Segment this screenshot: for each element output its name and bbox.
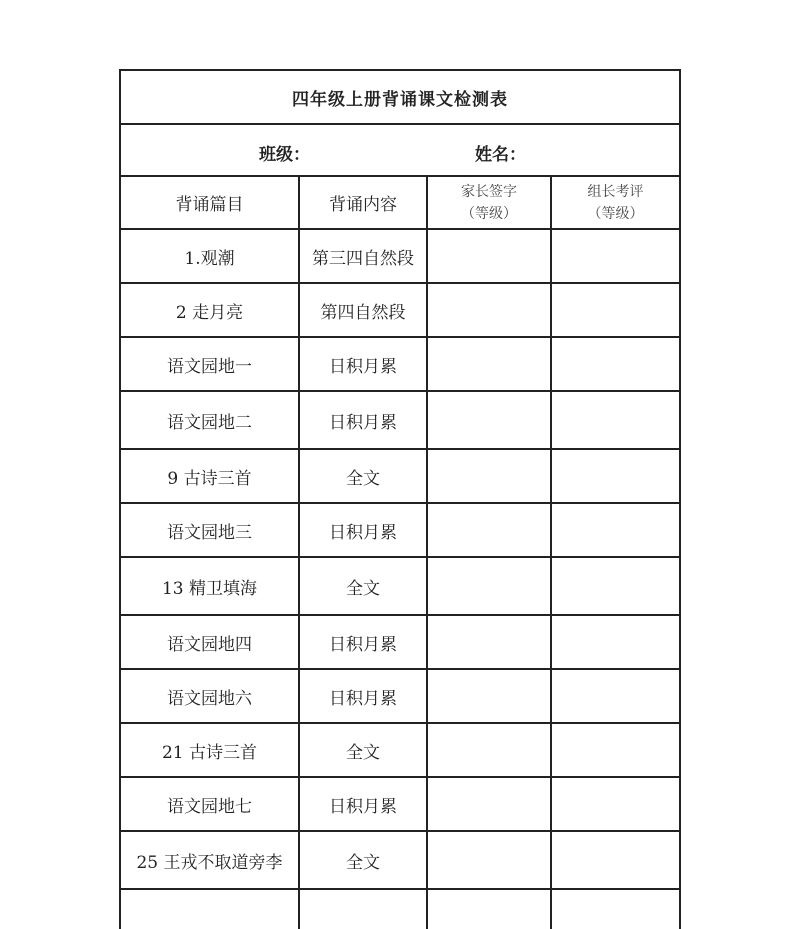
- row-content: 日积月累: [299, 669, 427, 723]
- row-item: 语文园地二: [121, 391, 299, 449]
- row-item: 1.观潮: [121, 229, 299, 283]
- table-row: [121, 831, 679, 889]
- leader-evaluation-cell[interactable]: [551, 337, 679, 391]
- row-item: 2 走月亮: [121, 283, 299, 337]
- table-row: [121, 723, 679, 777]
- row-content: 日积月累: [299, 337, 427, 391]
- leader-evaluation-cell[interactable]: [551, 777, 679, 831]
- row-item: 语文园地七: [121, 777, 299, 831]
- table-row: [121, 391, 679, 449]
- table-row: [121, 449, 679, 503]
- table-row: [121, 503, 679, 557]
- sheet-title: 四年级上册背诵课文检测表: [121, 71, 679, 125]
- parent-signature-cell[interactable]: [427, 615, 551, 669]
- header-parent-signature: [427, 177, 551, 229]
- parent-signature-cell[interactable]: [427, 831, 551, 889]
- header-leader-evaluation: [551, 177, 679, 229]
- info-row: [121, 125, 679, 177]
- parent-signature-cell[interactable]: [427, 723, 551, 777]
- row-content: 全文: [299, 831, 427, 889]
- row-content: 日积月累: [299, 503, 427, 557]
- parent-signature-cell[interactable]: [427, 777, 551, 831]
- row-content: 第三四自然段: [299, 229, 427, 283]
- parent-signature-cell[interactable]: [427, 337, 551, 391]
- row-item: [121, 889, 299, 929]
- leader-evaluation-cell[interactable]: [551, 557, 679, 615]
- row-item: 语文园地四: [121, 615, 299, 669]
- leader-evaluation-cell[interactable]: [551, 669, 679, 723]
- table-row: [121, 229, 679, 283]
- row-item: 语文园地三: [121, 503, 299, 557]
- row-item: 21 古诗三首: [121, 723, 299, 777]
- table-row: [121, 283, 679, 337]
- row-item: 25 王戎不取道旁李: [121, 831, 299, 889]
- parent-signature-cell[interactable]: [427, 889, 551, 929]
- header-leader-line2: （等级）: [587, 205, 644, 222]
- parent-signature-cell[interactable]: [427, 229, 551, 283]
- table-row: [121, 615, 679, 669]
- header-item: 背诵篇目: [121, 177, 299, 229]
- row-content: 全文: [299, 723, 427, 777]
- recitation-table: [121, 177, 679, 929]
- leader-evaluation-cell[interactable]: [551, 831, 679, 889]
- parent-signature-cell[interactable]: [427, 503, 551, 557]
- table-row: [121, 669, 679, 723]
- header-parent-line2: （等级）: [461, 205, 517, 222]
- header-leader-line1: 组长考评: [587, 183, 644, 200]
- name-field-label: 姓名：: [475, 145, 526, 165]
- leader-evaluation-cell[interactable]: [551, 391, 679, 449]
- table-row-partial: [121, 889, 679, 929]
- row-content: 日积月累: [299, 391, 427, 449]
- header-content: 背诵内容: [299, 177, 427, 229]
- parent-signature-cell[interactable]: [427, 449, 551, 503]
- parent-signature-cell[interactable]: [427, 557, 551, 615]
- header-parent-line1: 家长签字: [461, 183, 517, 200]
- leader-evaluation-cell[interactable]: [551, 615, 679, 669]
- parent-signature-cell[interactable]: [427, 283, 551, 337]
- leader-evaluation-cell[interactable]: [551, 283, 679, 337]
- table-row: [121, 557, 679, 615]
- row-content: 日积月累: [299, 777, 427, 831]
- row-content: 全文: [299, 449, 427, 503]
- parent-signature-cell[interactable]: [427, 669, 551, 723]
- table-header-row: [121, 177, 679, 229]
- leader-evaluation-cell[interactable]: [551, 449, 679, 503]
- table-row: [121, 777, 679, 831]
- leader-evaluation-cell[interactable]: [551, 503, 679, 557]
- leader-evaluation-cell[interactable]: [551, 889, 679, 929]
- parent-signature-cell[interactable]: [427, 391, 551, 449]
- recitation-check-sheet: [119, 69, 681, 929]
- row-content: [299, 889, 427, 929]
- class-field-label: 班级：: [259, 145, 310, 165]
- row-content: 日积月累: [299, 615, 427, 669]
- row-item: 9 古诗三首: [121, 449, 299, 503]
- leader-evaluation-cell[interactable]: [551, 229, 679, 283]
- row-item: 语文园地一: [121, 337, 299, 391]
- table-row: [121, 337, 679, 391]
- row-content: 第四自然段: [299, 283, 427, 337]
- row-item: 13 精卫填海: [121, 557, 299, 615]
- row-content: 全文: [299, 557, 427, 615]
- leader-evaluation-cell[interactable]: [551, 723, 679, 777]
- row-item: 语文园地六: [121, 669, 299, 723]
